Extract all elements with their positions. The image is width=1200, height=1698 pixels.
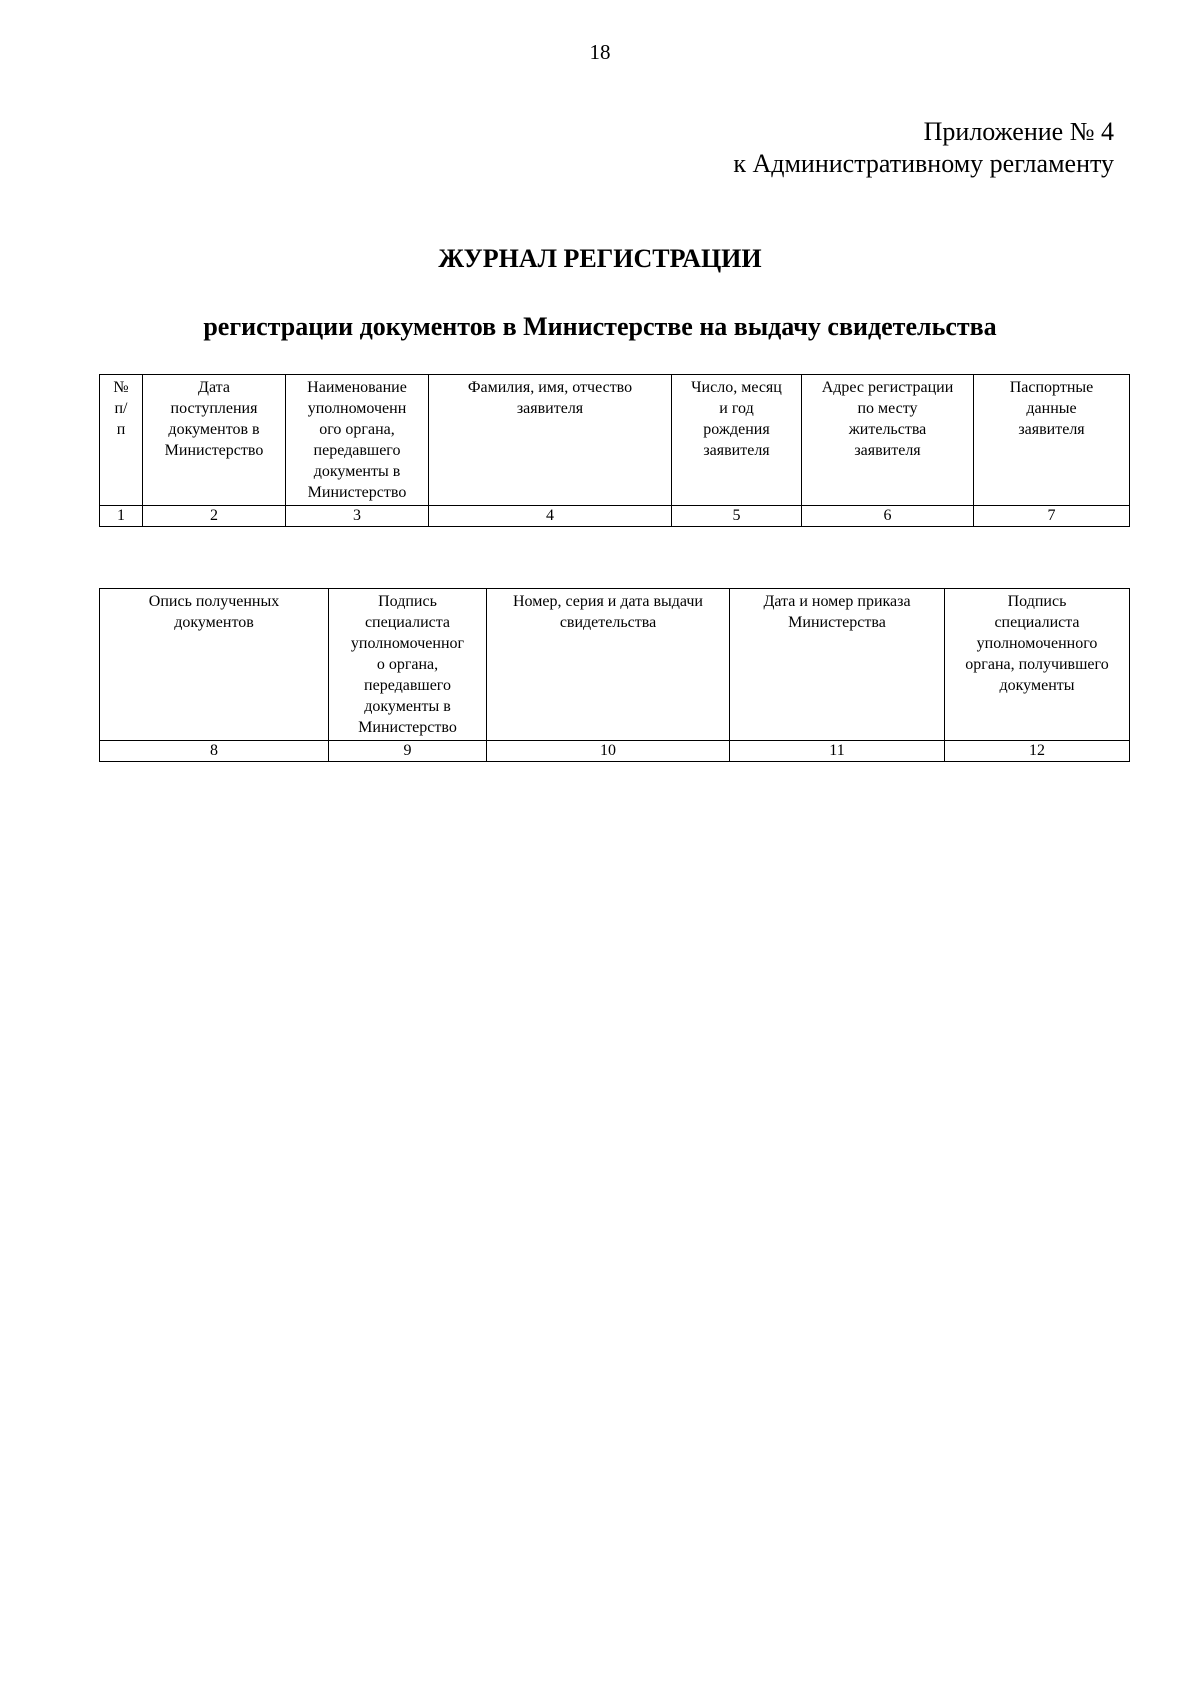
column-header-receiver-signature: Подпись специалиста уполномоченного органа, получившего документы xyxy=(945,589,1130,741)
page-number: 18 xyxy=(589,40,611,64)
column-number: 5 xyxy=(672,506,802,527)
appendix-header xyxy=(733,116,1114,180)
table-header-row xyxy=(100,589,1130,741)
column-number: 11 xyxy=(730,741,945,762)
column-header-receipt-date: Дата поступления документов в Министерство xyxy=(143,375,286,506)
column-number-row xyxy=(100,506,1130,527)
column-number: 9 xyxy=(329,741,487,762)
column-number: 4 xyxy=(429,506,672,527)
column-header-number: № п/ п xyxy=(100,375,143,506)
document-title: ЖУРНАЛ РЕГИСТРАЦИИ xyxy=(438,244,762,273)
appendix-number: Приложение № 4 xyxy=(923,117,1114,146)
column-header-certificate-details: Номер, серия и дата выдачи свидетельства xyxy=(487,589,730,741)
column-number: 1 xyxy=(100,506,143,527)
registration-table-part-1 xyxy=(99,374,1130,527)
table-header-row xyxy=(100,375,1130,506)
column-number: 7 xyxy=(974,506,1130,527)
column-number: 3 xyxy=(286,506,429,527)
column-number-row xyxy=(100,741,1130,762)
appendix-reference: к Административному регламенту xyxy=(733,149,1114,178)
column-header-passport: Паспортные данные заявителя xyxy=(974,375,1130,506)
column-header-address: Адрес регистрации по месту жительства заявителя xyxy=(802,375,974,506)
column-number: 10 xyxy=(487,741,730,762)
column-header-order-details: Дата и номер приказа Министерства xyxy=(730,589,945,741)
column-header-sender-signature: Подпись специалиста уполномоченног о органа, передавшего документы в Министерство xyxy=(329,589,487,741)
column-number: 8 xyxy=(100,741,329,762)
registration-table-part-2 xyxy=(99,588,1130,762)
column-header-authority-name: Наименование уполномоченн ого органа, передавшего документы в Министерство xyxy=(286,375,429,506)
column-header-documents-inventory: Опись полученных документов xyxy=(100,589,329,741)
document-subtitle: регистрации документов в Министерстве на выдачу свидетельства xyxy=(203,312,997,341)
column-header-applicant-name: Фамилия, имя, отчество заявителя xyxy=(429,375,672,506)
column-number: 2 xyxy=(143,506,286,527)
column-number: 12 xyxy=(945,741,1130,762)
column-header-birth-date: Число, месяц и год рождения заявителя xyxy=(672,375,802,506)
column-number: 6 xyxy=(802,506,974,527)
